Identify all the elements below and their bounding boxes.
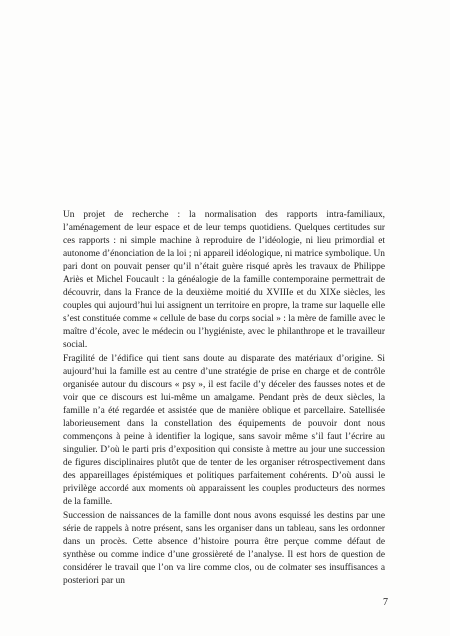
paragraph-1: Un projet de recherche : la normalisation des rapports intra-familiaux, l’aménagement de leur espace et de leur temps quotidiens. Quelques certitudes sur ces rapports : ni simple machine à reproduire de l’idéologie, ni lieu primordial et autonome d’énonciation de la loi ; ni appareil idéologique, ni matrice symbolique. Un pari dont on pouvait penser qu’il n’était guère risqué après les travaux de Philippe Ariès et Michel Foucault : la généalogie de la famille contemporaine permettrait de découvrir, dans la France de la deuxième moitié du XVIIIe et du XIXe siècles, les couples qui aujourd’hui lui assignent un territoire en propre, la trame sur laquelle elle s’est constituée comme « cellule de base du corps social » : la mère de famille avec le maître d’école, avec le médecin ou l’hygiéniste, avec le philanthrope et le travailleur social. bbox=[63, 210, 385, 350]
page-number: 7 bbox=[383, 597, 388, 608]
paragraph-2: Fragilité de l’édifice qui tient sans doute au disparate des matériaux d’origine. Si aujourd’hui la famille est au centre d’une stratégie de prise en charge et de contrôle organisée autour du discours « psy », il est facile d’y déceler des fausses notes et de voir que ce discours est lui-même un amalgame. Pendant près de deux siècles, la famille n’a été regardée et assistée que de manière oblique et parcellaire. Satellisée laborieusement dans la constellation des équipements de pouvoir dont nous commençons à peine à identifier la logique, sans savoir même s’il faut l’écrire au singulier. D’où le parti pris d’exposition qui consiste à mettre au jour une succession de figures disciplinaires plutôt que de tenter de les organiser rétrospectivement dans des appareillages épistémiques et politiques parfaitement cohérents. D’où aussi le privilège accordé aux moments où apparaissent les couples producteurs des normes de la famille. bbox=[63, 354, 385, 507]
body-text bbox=[63, 209, 385, 588]
paragraph-3: Succession de naissances de la famille dont nous avons esquissé les destins par une série de rappels à notre présent, sans les organiser dans un tableau, sans les ordonner dans un procès. Cette absence d’histoire pourra être perçue comme défaut de synthèse ou comme indice d’une grossièreté de l’analyse. Il est hors de question de considérer le travail que l’on va lire comme clos, ou de colmater ses insuffisances a posteriori par un bbox=[63, 511, 385, 586]
